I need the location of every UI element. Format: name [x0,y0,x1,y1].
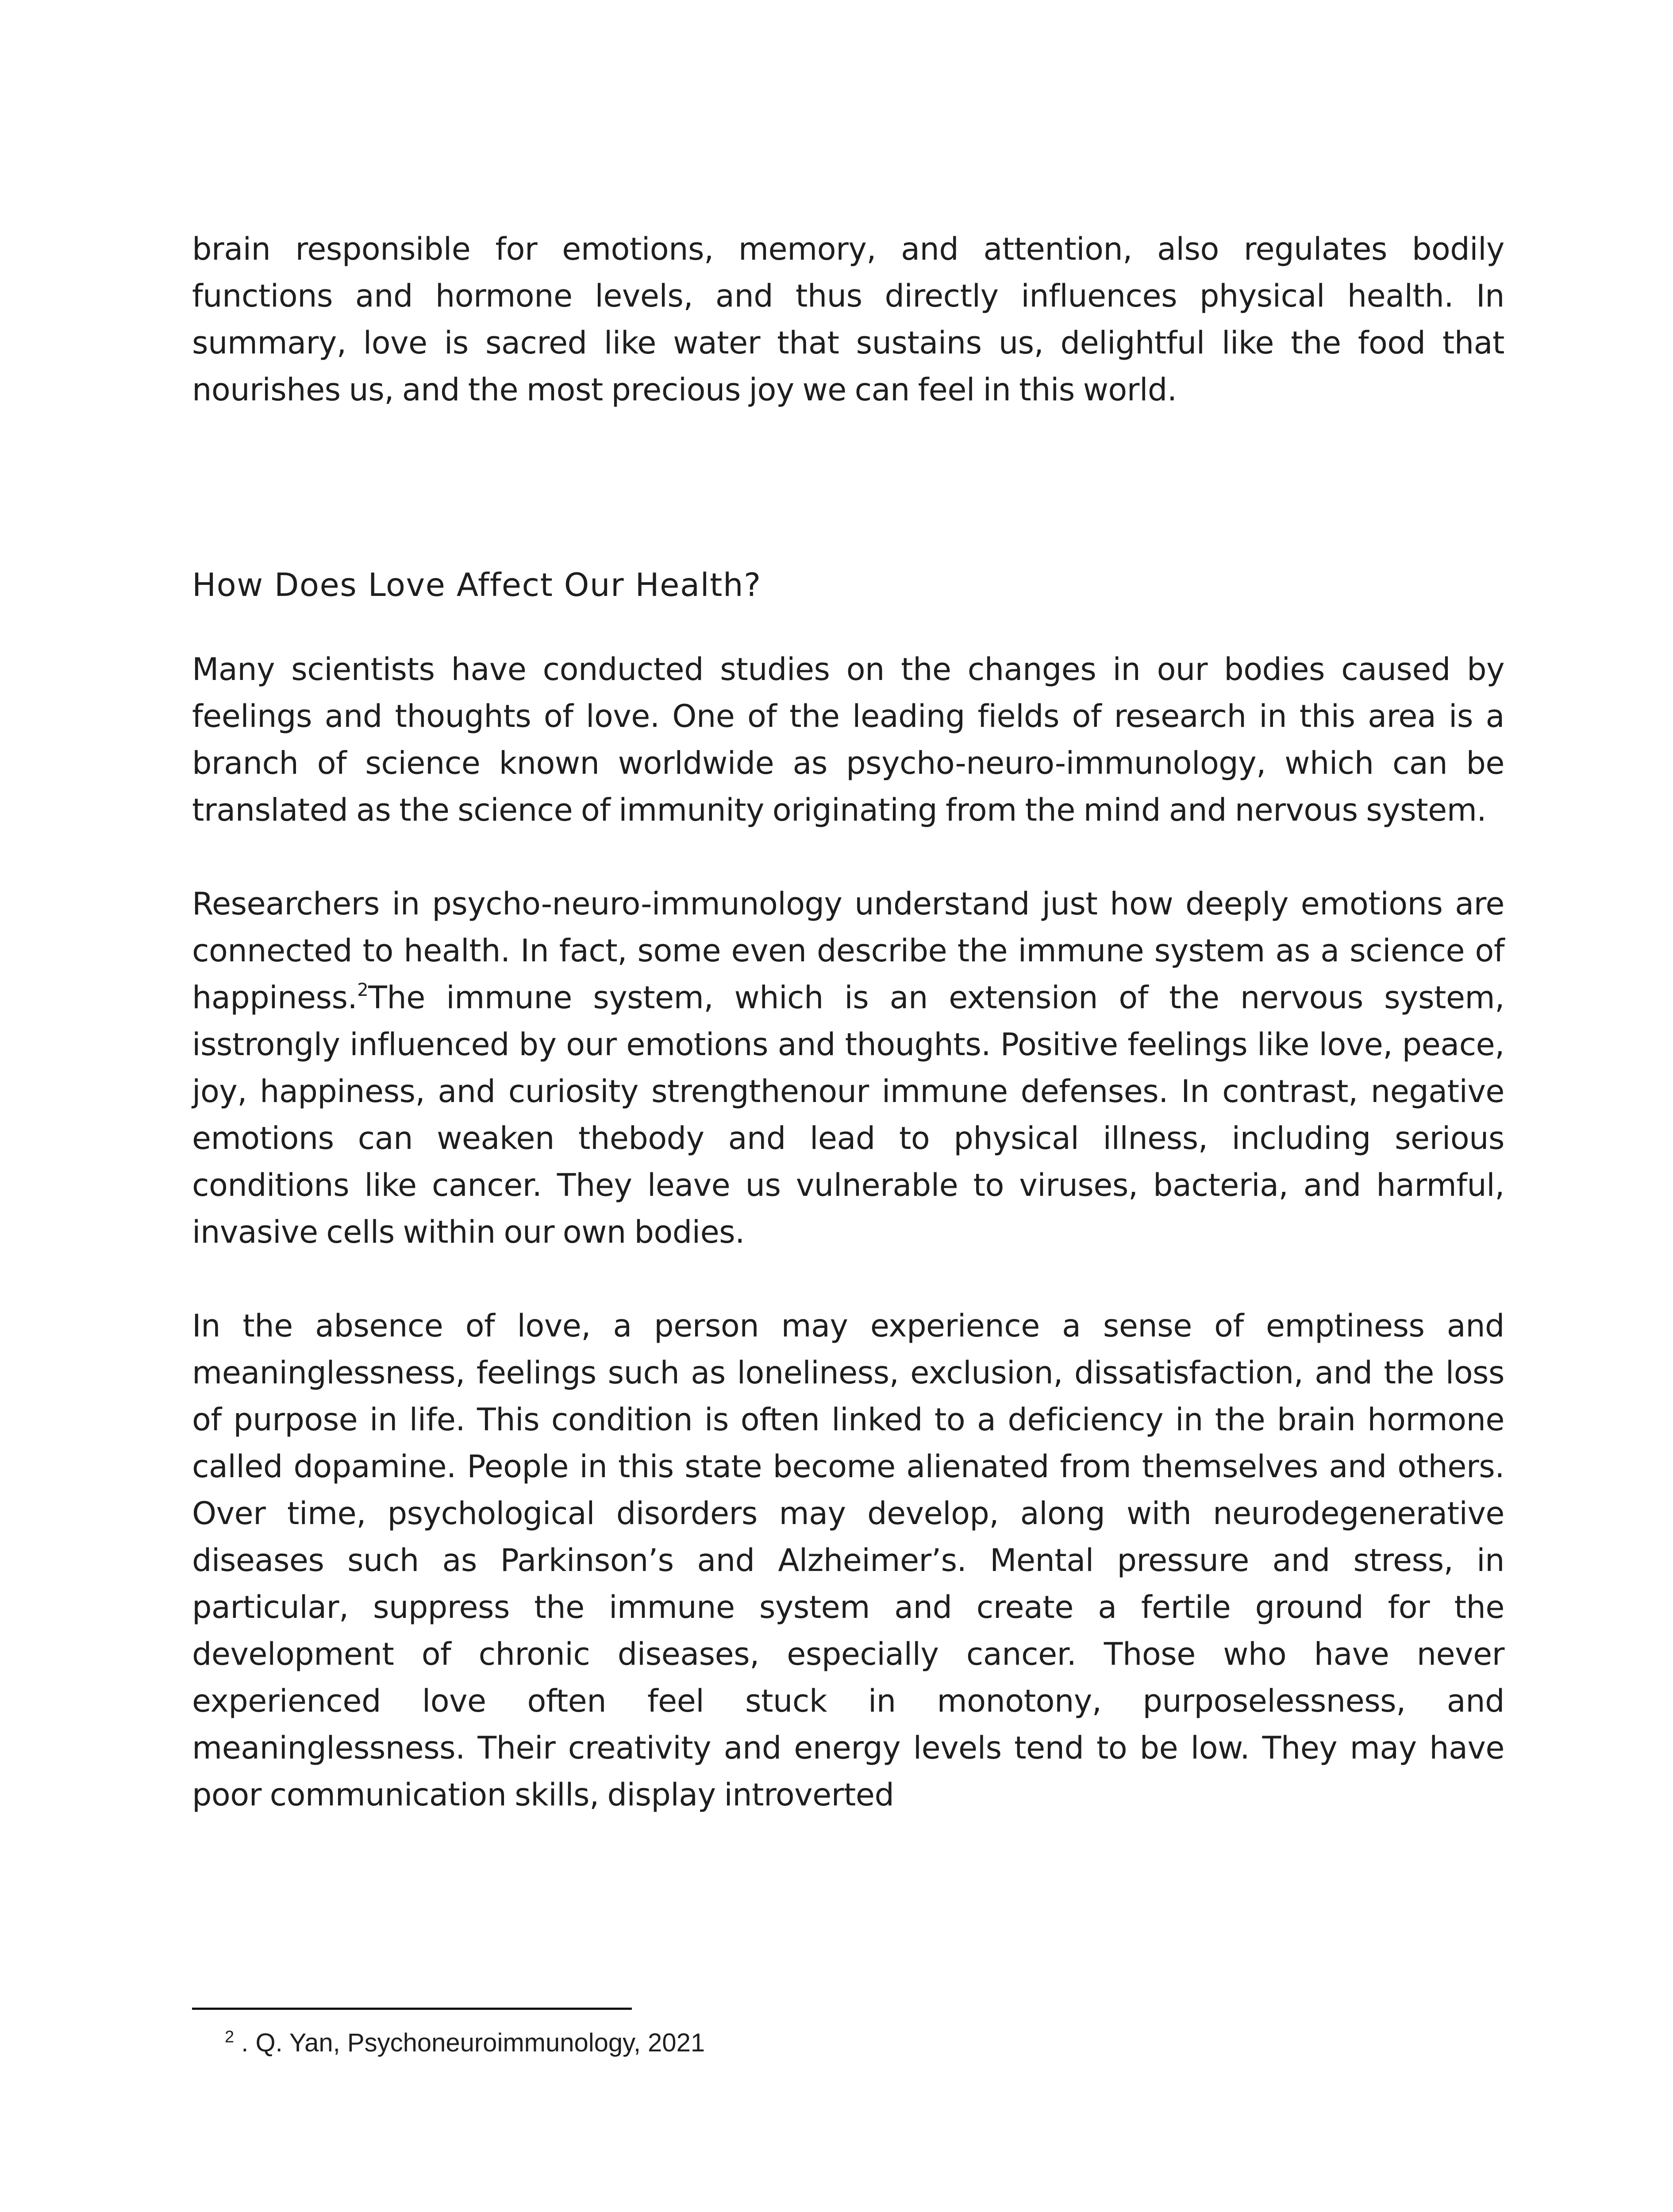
paragraph-2-part-b: The immune system, which is an extension of the nervous system, isstrongly influenced by our emotions and thoughts. Positive feelings like love, peace, joy, happiness, and curiosity strengthenour immune defenses. In contrast, negative emotions can weaken thebody and lead to physical illness, including serious conditions like cancer. They leave us vulnerable to viruses, bacteria, and harmful, invasive cells within our own bodies. [192,979,1504,1250]
footnote-separator [192,2008,632,2010]
footnote-text: . Q. Yan, Psychoneuroimmunology, 2021 [234,2028,705,2057]
paragraph-1: Many scientists have conducted studies on the changes in our bodies caused by feelings and thoughts of love. One of the leading fields of research in this area is a branch of science known worldwide as psycho-neuro-immunology, which can be translated as the science of immunity originating from the mind and nervous system. [192,651,1504,828]
heading-spacer [192,607,1504,646]
paragraph-2 [192,880,1504,1256]
section-spacer [192,413,1504,563]
paragraph-3: In the absence of love, a person may experience a sense of emptiness and meaninglessness, feelings such as loneliness, exclusion, dissatisfaction, and the loss of purpose in life. This condition is often linked to a deficiency in the brain hormone called dopamine. People in this state become alienated from themselves and others. Over time, psychological disorders may develop, along with neurodegenerative diseases such as Parkinson’s and Alzheimer’s. Mental pressure and stress, in particular, suppress the immune system and create a fertile ground for the development of chronic diseases, especially cancer. Those who have never experienced love often feel stuck in monotony, purposelessness, and meaninglessness. Their creativity and energy levels tend to be low. They may have poor communication skills, display introverted [192,1308,1504,1813]
body-text [192,226,1504,1818]
intro-paragraph: brain responsible for emotions, memory, and attention, also regulates bodily functions and hormone levels, and thus directly influences physical health. In summary, love is sacred like water that sustains us, delightful like the food that nourishes us, and the most precious joy we can feel in this world. [192,231,1504,408]
footnote-reference[interactable]: 2 [357,979,369,1000]
paragraph-spacer [192,833,1504,880]
paragraph-2-part-a: Researchers in psycho-neuro-immunology understand just how deeply emotions are connected to health. In fact, some even describe the immune system as a science of happiness. [192,886,1504,1016]
footnote [225,2025,705,2061]
section-heading: How Does Love Affect Our Health? [192,566,762,603]
paragraph-spacer [192,1256,1504,1302]
footnote-marker: 2 [225,2028,235,2047]
